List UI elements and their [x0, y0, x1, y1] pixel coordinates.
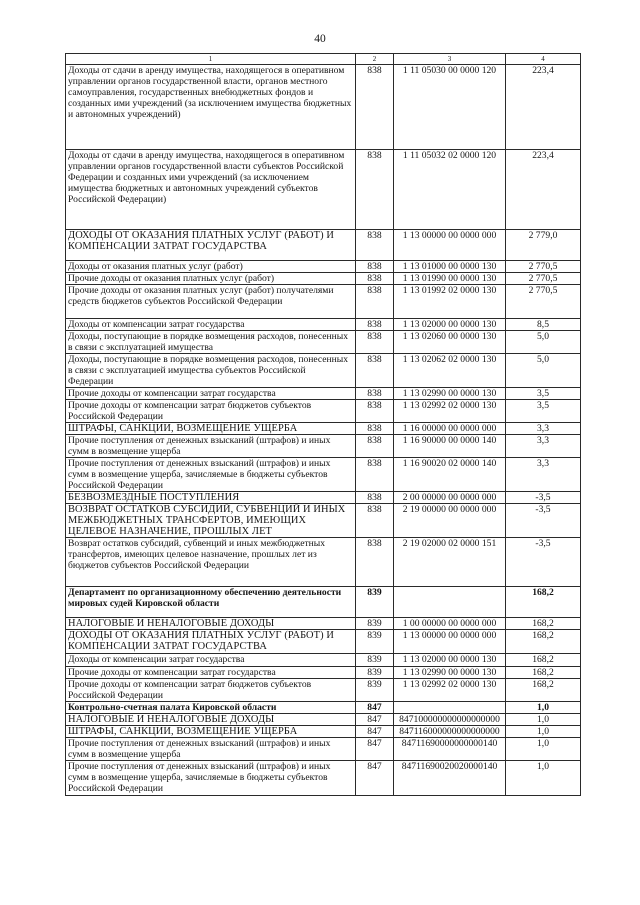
classification-code-cell [394, 587, 506, 618]
table-row [66, 738, 581, 761]
revenue-name-cell: ШТРАФЫ, САНКЦИИ, ВОЗМЕЩЕНИЕ УЩЕРБА [66, 423, 356, 435]
classification-code-cell: 1 16 90020 02 0000 140 [394, 458, 506, 492]
revenue-name-cell: Прочие доходы от компенсации затрат бюджетов субъектов Российской Федерации [66, 400, 356, 423]
column-number: 2 [356, 54, 394, 65]
column-number-row [66, 54, 581, 65]
admin-code-cell: 838 [356, 492, 394, 504]
revenue-name-cell: Департамент по организационному обеспечению деятельности мировых судей Кировской области [66, 587, 356, 618]
admin-code-cell: 839 [356, 667, 394, 679]
amount-cell: 1,0 [506, 761, 581, 796]
admin-code-cell: 838 [356, 150, 394, 230]
classification-code-cell: 1 13 02992 02 0000 130 [394, 679, 506, 702]
admin-code-cell: 838 [356, 261, 394, 273]
classification-code-cell: 1 13 02990 00 0000 130 [394, 667, 506, 679]
admin-code-cell: 847 [356, 726, 394, 738]
revenue-name-cell: Прочие поступления от денежных взысканий (штрафов) и иных сумм в возмещение ущерба, зачисляемые в бюджеты субъектов Российской Федерации [66, 458, 356, 492]
revenue-name-cell: Возврат остатков субсидий, субвенций и иных межбюджетных трансфертов, имеющих целевое назначение, прошлых лет из бюджетов субъектов Российской Федерации [66, 538, 356, 587]
amount-cell: 5,0 [506, 331, 581, 354]
classification-code-cell [394, 702, 506, 714]
amount-cell: 223,4 [506, 150, 581, 230]
amount-cell: 3,3 [506, 458, 581, 492]
admin-code-cell: 838 [356, 388, 394, 400]
table-row [66, 761, 581, 796]
table-row [66, 388, 581, 400]
amount-cell: 3,3 [506, 435, 581, 458]
admin-code-cell: 839 [356, 618, 394, 630]
page-number: 40 [314, 33, 326, 45]
column-number: 3 [394, 54, 506, 65]
amount-cell: 1,0 [506, 726, 581, 738]
revenue-name-cell: Доходы, поступающие в порядке возмещения расходов, понесенных в связи с эксплуатацией имущества субъектов Российской Федерации [66, 354, 356, 388]
revenue-name-cell: Доходы, поступающие в порядке возмещения расходов, понесенных в связи с эксплуатацией имущества [66, 331, 356, 354]
amount-cell: -3,5 [506, 492, 581, 504]
amount-cell: -3,5 [506, 538, 581, 587]
classification-code-cell: 1 11 05030 00 0000 120 [394, 65, 506, 150]
admin-code-cell: 838 [356, 435, 394, 458]
classification-code-cell: 1 13 01992 02 0000 130 [394, 285, 506, 319]
table-row [66, 538, 581, 587]
admin-code-cell: 838 [356, 331, 394, 354]
amount-cell: 168,2 [506, 630, 581, 654]
table-row [66, 492, 581, 504]
classification-code-cell: 1 13 00000 00 0000 000 [394, 230, 506, 261]
table-row [66, 285, 581, 319]
amount-cell: 168,2 [506, 667, 581, 679]
revenue-name-cell: Прочие поступления от денежных взысканий (штрафов) и иных сумм в возмещение ущерба, зачисляемые в бюджеты субъектов Российской Федерации [66, 761, 356, 796]
admin-code-cell: 847 [356, 738, 394, 761]
table-row [66, 714, 581, 726]
amount-cell: 168,2 [506, 618, 581, 630]
revenue-name-cell: ДОХОДЫ ОТ ОКАЗАНИЯ ПЛАТНЫХ УСЛУГ (РАБОТ) И КОМПЕНСАЦИИ ЗАТРАТ ГОСУДАРСТВА [66, 230, 356, 261]
classification-code-cell: 847100000000000000000 [394, 714, 506, 726]
table-row [66, 702, 581, 714]
admin-code-cell: 838 [356, 273, 394, 285]
revenue-name-cell: Прочие доходы от оказания платных услуг (работ) получателями средств бюджетов субъектов Российской Федерации [66, 285, 356, 319]
admin-code-cell: 839 [356, 630, 394, 654]
revenue-name-cell: Доходы от сдачи в аренду имущества, находящегося в оперативном управлении органов государственной власти субъектов Российской Федерации и созданных ими учреждений (за исключением имущества бюджетных и автономных учреждений субъектов Российской Федерации) [66, 150, 356, 230]
classification-code-cell: 1 13 00000 00 0000 000 [394, 630, 506, 654]
revenue-name-cell: Доходы от компенсации затрат государства [66, 654, 356, 667]
revenue-table [65, 53, 581, 796]
amount-cell: 3,5 [506, 400, 581, 423]
table-row [66, 331, 581, 354]
revenue-name-cell: ШТРАФЫ, САНКЦИИ, ВОЗМЕЩЕНИЕ УЩЕРБА [66, 726, 356, 738]
revenue-name-cell: Прочие поступления от денежных взысканий (штрафов) и иных сумм в возмещение ущерба [66, 738, 356, 761]
classification-code-cell: 1 00 00000 00 0000 000 [394, 618, 506, 630]
amount-cell: 2 770,5 [506, 261, 581, 273]
amount-cell: 5,0 [506, 354, 581, 388]
revenue-name-cell: Доходы от компенсации затрат государства [66, 319, 356, 331]
classification-code-cell: 1 13 01000 00 0000 130 [394, 261, 506, 273]
classification-code-cell: 1 13 02060 00 0000 130 [394, 331, 506, 354]
table-row [66, 354, 581, 388]
table-row [66, 230, 581, 261]
classification-code-cell: 1 13 02062 02 0000 130 [394, 354, 506, 388]
classification-code-cell: 2 19 02000 02 0000 151 [394, 538, 506, 587]
revenue-name-cell: Прочие доходы от компенсации затрат бюджетов субъектов Российской Федерации [66, 679, 356, 702]
table-row [66, 261, 581, 273]
classification-code-cell: 84711690000000000140 [394, 738, 506, 761]
table-row [66, 150, 581, 230]
amount-cell: 3,3 [506, 423, 581, 435]
amount-cell: 8,5 [506, 319, 581, 331]
admin-code-cell: 847 [356, 761, 394, 796]
classification-code-cell: 1 13 02992 02 0000 130 [394, 400, 506, 423]
revenue-name-cell: Прочие доходы от компенсации затрат государства [66, 388, 356, 400]
revenue-name-cell: БЕЗВОЗМЕЗДНЫЕ ПОСТУПЛЕНИЯ [66, 492, 356, 504]
revenue-name-cell: ВОЗВРАТ ОСТАТКОВ СУБСИДИЙ, СУБВЕНЦИЙ И ИНЫХ МЕЖБЮДЖЕТНЫХ ТРАНСФЕРТОВ, ИМЕЮЩИХ ЦЕЛЕВОЕ НАЗНАЧЕНИЕ, ПРОШЛЫХ ЛЕТ [66, 504, 356, 538]
admin-code-cell: 838 [356, 423, 394, 435]
admin-code-cell: 838 [356, 538, 394, 587]
admin-code-cell: 838 [356, 65, 394, 150]
table-row [66, 726, 581, 738]
table-row [66, 587, 581, 618]
amount-cell: 168,2 [506, 587, 581, 618]
table-row [66, 458, 581, 492]
admin-code-cell: 838 [356, 230, 394, 261]
table-row [66, 273, 581, 285]
column-number: 4 [506, 54, 581, 65]
classification-code-cell: 1 11 05032 02 0000 120 [394, 150, 506, 230]
table-row [66, 435, 581, 458]
amount-cell: -3,5 [506, 504, 581, 538]
admin-code-cell: 838 [356, 354, 394, 388]
amount-cell: 1,0 [506, 738, 581, 761]
admin-code-cell: 847 [356, 714, 394, 726]
amount-cell: 2 770,5 [506, 285, 581, 319]
amount-cell: 3,5 [506, 388, 581, 400]
admin-code-cell: 839 [356, 587, 394, 618]
table-row [66, 654, 581, 667]
admin-code-cell: 838 [356, 504, 394, 538]
classification-code-cell: 1 13 02000 00 0000 130 [394, 319, 506, 331]
admin-code-cell: 839 [356, 654, 394, 667]
classification-code-cell: 847116000000000000000 [394, 726, 506, 738]
amount-cell: 1,0 [506, 714, 581, 726]
classification-code-cell: 2 19 00000 00 0000 000 [394, 504, 506, 538]
amount-cell: 2 770,5 [506, 273, 581, 285]
classification-code-cell: 1 16 90000 00 0000 140 [394, 435, 506, 458]
classification-code-cell: 1 16 00000 00 0000 000 [394, 423, 506, 435]
table-row [66, 65, 581, 150]
admin-code-cell: 847 [356, 702, 394, 714]
table-row [66, 423, 581, 435]
revenue-name-cell: ДОХОДЫ ОТ ОКАЗАНИЯ ПЛАТНЫХ УСЛУГ (РАБОТ) И КОМПЕНСАЦИИ ЗАТРАТ ГОСУДАРСТВА [66, 630, 356, 654]
classification-code-cell: 84711690020020000140 [394, 761, 506, 796]
table-row [66, 504, 581, 538]
column-number: 1 [66, 54, 356, 65]
admin-code-cell: 838 [356, 285, 394, 319]
revenue-name-cell: НАЛОГОВЫЕ И НЕНАЛОГОВЫЕ ДОХОДЫ [66, 618, 356, 630]
table-row [66, 618, 581, 630]
table-row [66, 679, 581, 702]
amount-cell: 2 779,0 [506, 230, 581, 261]
revenue-name-cell: Контрольно-счетная палата Кировской области [66, 702, 356, 714]
revenue-name-cell: Прочие доходы от оказания платных услуг (работ) [66, 273, 356, 285]
admin-code-cell: 838 [356, 400, 394, 423]
table-row [66, 319, 581, 331]
classification-code-cell: 1 13 02990 00 0000 130 [394, 388, 506, 400]
classification-code-cell: 1 13 01990 00 0000 130 [394, 273, 506, 285]
admin-code-cell: 839 [356, 679, 394, 702]
amount-cell: 1,0 [506, 702, 581, 714]
amount-cell: 168,2 [506, 654, 581, 667]
amount-cell: 168,2 [506, 679, 581, 702]
classification-code-cell: 1 13 02000 00 0000 130 [394, 654, 506, 667]
revenue-name-cell: Прочие доходы от компенсации затрат государства [66, 667, 356, 679]
revenue-name-cell: Доходы от оказания платных услуг (работ) [66, 261, 356, 273]
revenue-name-cell: Доходы от сдачи в аренду имущества, находящегося в оперативном управлении органов государственной власти, органов местного самоуправления, государственных внебюджетных фондов и созданных ими учреждений (за исключением имущества бюджетных и автономных учреждений) [66, 65, 356, 150]
table-row [66, 400, 581, 423]
table-row [66, 630, 581, 654]
revenue-name-cell: Прочие поступления от денежных взысканий (штрафов) и иных сумм в возмещение ущерба [66, 435, 356, 458]
admin-code-cell: 838 [356, 458, 394, 492]
amount-cell: 223,4 [506, 65, 581, 150]
table-row [66, 667, 581, 679]
admin-code-cell: 838 [356, 319, 394, 331]
classification-code-cell: 2 00 00000 00 0000 000 [394, 492, 506, 504]
revenue-name-cell: НАЛОГОВЫЕ И НЕНАЛОГОВЫЕ ДОХОДЫ [66, 714, 356, 726]
